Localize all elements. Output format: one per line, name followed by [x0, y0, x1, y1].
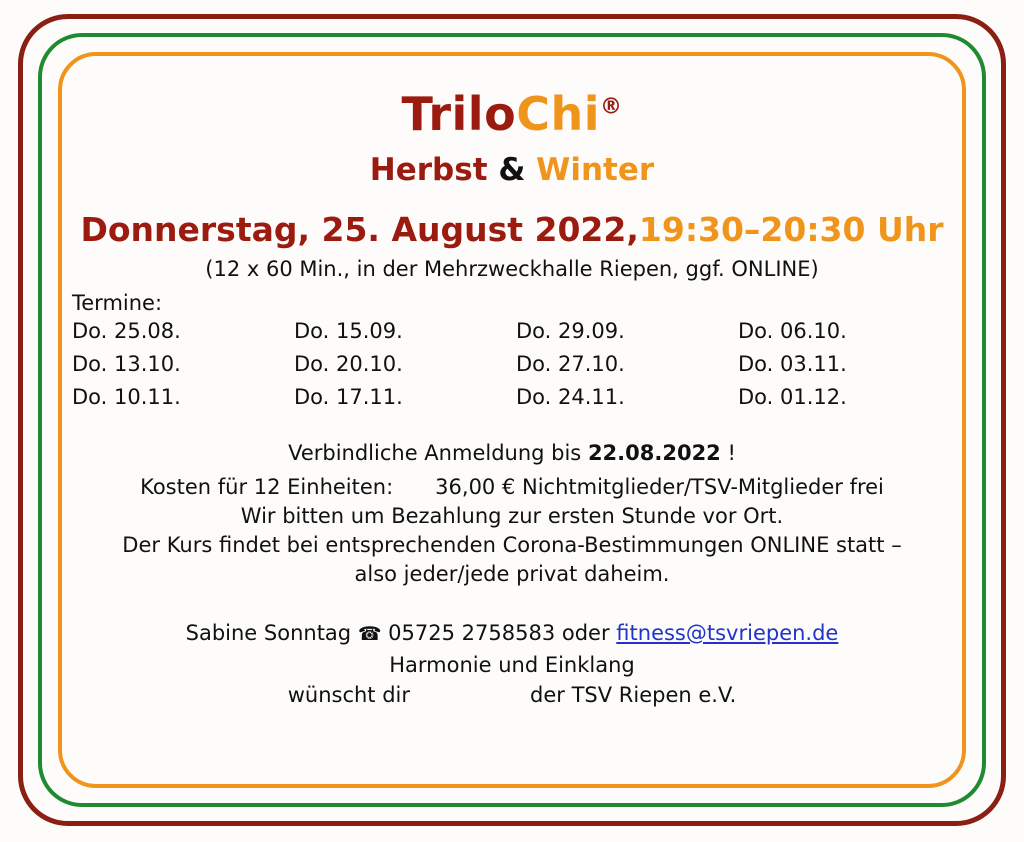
- payment-line: Wir bitten um Bezahlung zur ersten Stunde vor Ort.: [240, 504, 784, 529]
- poster-content: [64, 62, 960, 778]
- registered-trademark-icon: ®: [599, 94, 623, 120]
- list-item: Do. 29.09.: [516, 319, 625, 344]
- course-dateline: [64, 210, 960, 249]
- price-label: Kosten für 12 Einheiten:: [140, 475, 394, 500]
- contact-phone: 05725 2758583: [388, 621, 556, 646]
- contact-name: Sabine Sonntag: [185, 621, 352, 646]
- price-row: [64, 475, 960, 499]
- list-item: Do. 24.11.: [516, 385, 625, 410]
- closing-row: [64, 683, 960, 707]
- list-item: Do. 01.12.: [738, 385, 847, 410]
- dates-label: Termine:: [72, 291, 163, 316]
- title-part-chi: Chi: [516, 87, 600, 141]
- closing-left: wünscht dir: [287, 683, 411, 708]
- list-item: Do. 06.10.: [738, 319, 847, 344]
- list-item: Do. 03.11.: [738, 352, 847, 377]
- course-time: 19:30–20:30 Uhr: [638, 210, 944, 250]
- list-item: Do. 25.08.: [72, 319, 181, 344]
- online-line-1: Der Kurs findet bei entsprechenden Corona-Bestimmungen ONLINE statt –: [122, 533, 902, 558]
- contact-block: [64, 618, 960, 681]
- page-title: [64, 87, 960, 141]
- harmony-line: Harmonie und Einklang: [389, 652, 635, 677]
- registration-deadline-date: 22.08.2022: [587, 441, 721, 466]
- season-winter: Winter: [536, 152, 655, 189]
- list-item: Do. 17.11.: [294, 385, 403, 410]
- price-value: 36,00 € Nichtmitglieder/TSV-Mitglieder frei: [435, 475, 884, 500]
- contact-conjunction: oder: [561, 621, 610, 646]
- season-subtitle: [64, 152, 960, 188]
- closing-right: der TSV Riepen e.V.: [530, 683, 737, 708]
- list-item: Do. 27.10.: [516, 352, 625, 377]
- course-date: Donnerstag, 25. August 2022,: [80, 210, 639, 250]
- registration-deadline: [64, 439, 960, 469]
- title-part-trilo: Trilo: [401, 87, 517, 141]
- registration-prefix: Verbindliche Anmeldung bis: [288, 441, 588, 466]
- contact-line: [64, 618, 960, 650]
- list-item: Do. 10.11.: [72, 385, 181, 410]
- online-line-2: also jeder/jede privat daheim.: [354, 562, 670, 587]
- contact-email-link[interactable]: fitness@tsvriepen.de: [616, 621, 839, 646]
- phone-icon: ☎: [357, 623, 382, 646]
- registration-suffix: !: [720, 441, 736, 466]
- course-note: (12 x 60 Min., in der Mehrzweckhalle Riepen, ggf. ONLINE): [205, 257, 819, 282]
- list-item: Do. 20.10.: [294, 352, 403, 377]
- dates-grid: [64, 319, 960, 409]
- list-item: Do. 13.10.: [72, 352, 181, 377]
- list-item: Do. 15.09.: [294, 319, 403, 344]
- season-ampersand: &: [498, 152, 526, 189]
- season-herbst: Herbst: [369, 152, 488, 189]
